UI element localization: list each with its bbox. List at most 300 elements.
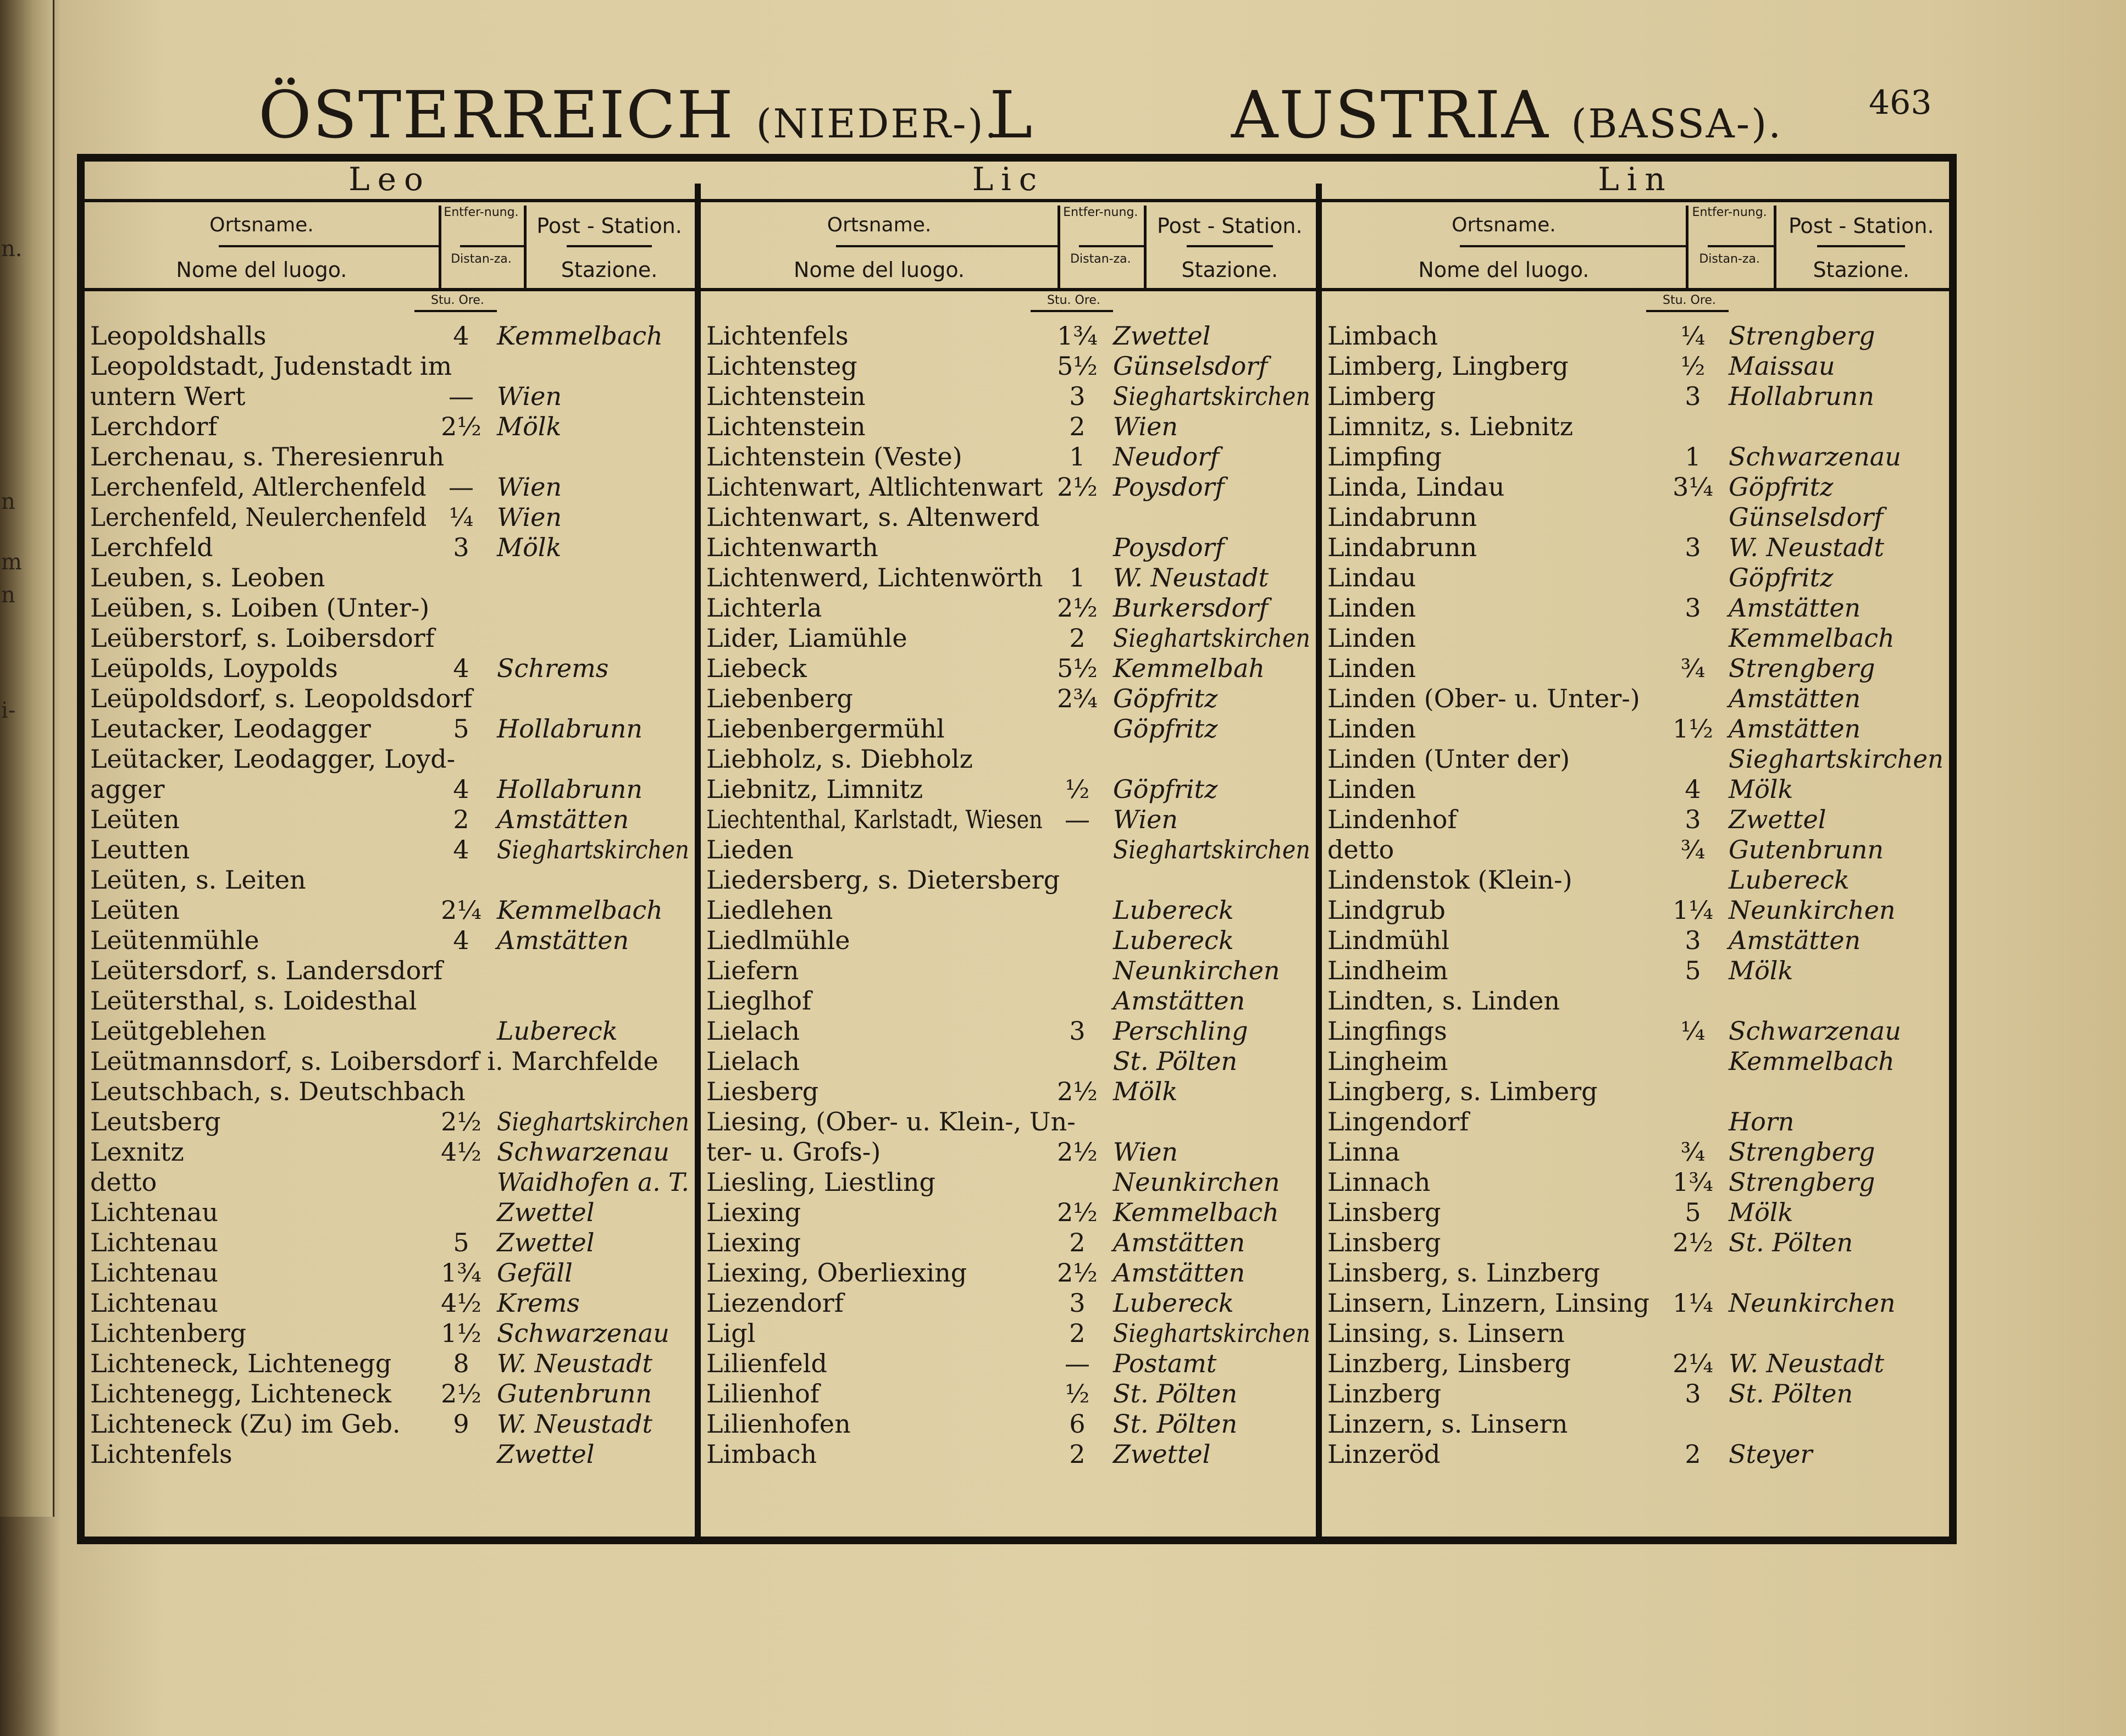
post-station: Schwarzenau [1729,1016,1901,1046]
place-name: Leutten [90,835,190,864]
distance: 3 [1685,533,1701,562]
place-name: Lilienhof [706,1379,820,1408]
place-name: Limpfing [1327,442,1442,472]
distance: 2½ [441,1379,481,1408]
place-name: Leütersdorf, s. Landersdorf [90,956,443,985]
subheader-dash [1079,245,1143,247]
column-lic [701,162,1316,1537]
subheader-rule [1774,206,1776,288]
post-station: Wien [1113,412,1178,441]
place-name: Leüberstorf, s. Loibersdorf [90,623,435,653]
title-left-sub: (NIEDER-). [756,101,999,147]
post-station: Wien [497,502,562,532]
post-station: Hollabrunn [497,774,643,804]
place-name: Leutschbach, s. Deutschbach [90,1077,466,1106]
post-station: W. Neustadt [497,1349,653,1378]
entry-row [706,1107,1310,1137]
column-lin [1322,162,1949,1537]
post-station: Lubereck [1113,925,1234,955]
post-station: W. Neustadt [1729,533,1885,562]
entry-row [90,1379,689,1409]
post-station: Poysdorf [1113,533,1225,562]
entry-row [706,442,1310,472]
entry-row [1327,502,1944,533]
subheader-dash [1460,245,1686,247]
distance: 2½ [1057,1137,1098,1167]
subheader-rule [1058,206,1060,288]
post-station: Kemmelbach [1113,1197,1279,1227]
title-left-main: ÖSTERREICH [258,77,735,153]
entry-row [706,1167,1310,1197]
post-station: Göpfritz [1729,563,1834,592]
post-station: Sieghartskirchen [497,835,689,864]
stazione-label: Stazione. [1181,258,1278,282]
column-divider [695,184,701,1537]
distance: 5½ [1057,653,1098,683]
post-station: Zwettel [497,1228,595,1257]
post-station: Amstätten [1729,714,1861,744]
subheader-rule [439,206,441,288]
place-name: Linzern, s. Linsern [1327,1409,1568,1439]
place-name: Lindau [1327,563,1416,592]
place-name: Liebholz, s. Diebholz [706,744,973,774]
distance: 2½ [1057,472,1098,502]
entry-row [706,925,1310,956]
post-station: Zwettel [1113,1439,1211,1469]
post-station-label: Post - Station. [1788,214,1934,238]
post-station: Schwarzenau [497,1137,669,1167]
entry-row [90,744,689,774]
post-station: Schwarzenau [1729,442,1901,472]
entry-row [1327,412,1944,442]
place-name: Liedlmühle [706,925,850,955]
distance: 3 [1685,593,1701,623]
entry-row [1327,1016,1944,1046]
distance: 1½ [441,1318,481,1348]
entry-row [90,1016,689,1046]
entry-row [90,925,689,956]
entry-row [90,956,689,986]
subheader-dash [1708,245,1774,247]
distance: — [1065,1349,1090,1378]
entry-row [1327,865,1944,895]
post-station: W. Neustadt [497,1409,653,1439]
place-name: Liezendorf [706,1288,844,1318]
place-name: Linna [1327,1137,1400,1167]
post-station-label: Post - Station. [1157,214,1303,238]
post-station: Steyer [1729,1439,1813,1469]
subheader-dash [836,245,1058,247]
place-name: Linden [1327,774,1416,804]
place-name: Liechtenthal, Karlstadt, Wiesen [706,805,1043,834]
place-name: ter- u. Grofs-) [706,1137,881,1167]
post-station: Wien [497,381,562,411]
place-name: Lielach [706,1016,800,1046]
post-station: Neunkirchen [1729,1288,1896,1318]
entry-row [90,865,689,895]
distance: 3 [1685,381,1701,411]
entry-row [706,744,1310,774]
distanza-label: Distan-za. [451,252,512,266]
place-name: Linden (Ober- u. Unter-) [1327,684,1640,713]
entry-row [90,1046,689,1077]
distance: 3 [1685,805,1701,834]
distance: 4½ [441,1288,481,1318]
post-station: Mölk [1729,1197,1793,1227]
entry-row [90,835,689,865]
place-name: Linden [1327,714,1416,744]
distance: ¾ [1680,1137,1706,1167]
entry-row [706,412,1310,442]
distance: 2¾ [1057,684,1098,713]
subheader-dash [1187,245,1273,247]
place-name: Lielach [706,1046,800,1076]
post-station: Krems [497,1288,580,1318]
post-station: Zwettel [1729,805,1826,834]
place-name: Lichtenwart, Altlichtenwart [706,472,1043,502]
entry-row [1327,774,1944,805]
place-name: Lichtenau [90,1288,219,1318]
distance: 5 [453,1228,469,1257]
place-name: Lindgrub [1327,895,1446,925]
entry-row [90,472,689,502]
place-name: Linzberg, Linsberg [1327,1349,1571,1378]
distance: 2 [1685,1439,1701,1469]
stazione-label: Stazione. [561,258,658,282]
distance: 3 [453,533,469,562]
place-name: Lichtenstein [706,381,866,411]
place-name: Linsberg [1327,1228,1441,1257]
place-name: Lichtenau [90,1228,219,1257]
subheader-rule [1144,206,1147,288]
post-station: Kemmelbach [1729,1046,1895,1076]
distance: ¼ [1680,321,1706,351]
distance: 3 [1069,381,1086,411]
post-station: Amstätten [1113,986,1245,1016]
place-name: Linsing, s. Linsern [1327,1318,1565,1348]
place-name: Lilienhofen [706,1409,851,1439]
entry-row [706,1258,1310,1288]
place-name: Lingfings [1327,1016,1447,1046]
place-name: Leutsberg [90,1107,221,1136]
place-name: Lingendorf [1327,1107,1469,1136]
entry-row [1327,1107,1944,1137]
place-name: Leütmannsdorf, s. Loibersdorf i. Marchfelde [90,1046,658,1076]
entry-row [1327,1288,1944,1318]
entry-row [706,563,1310,593]
post-station: Sieghartskirchen [1729,744,1944,774]
post-station: Postamt [1113,1349,1217,1378]
post-station: Hollabrunn [1729,381,1874,411]
place-name: Lichtenfels [706,321,849,351]
distance: 1¾ [1057,321,1098,351]
entry-row [90,442,689,472]
entry-row [90,805,689,835]
distance: 5 [1685,1197,1701,1227]
stazione-label: Stazione. [1813,258,1910,282]
section-letter: L [989,77,1034,153]
distance: 2½ [1673,1228,1713,1257]
entry-row [90,1077,689,1107]
distance: 1¾ [441,1258,481,1288]
nome-label: Nome del luogo. [1418,258,1590,282]
distance: 2 [1069,1439,1086,1469]
distance: 4 [453,321,469,351]
entry-row [1327,381,1944,412]
entry-row [706,1137,1310,1167]
post-station: Strengberg [1729,653,1875,683]
entry-row [706,714,1310,744]
entry-row [1327,714,1944,744]
facing-page-edge [0,0,54,1517]
entry-row [90,412,689,442]
entry-row [1327,1137,1944,1167]
place-name: Lindabrunn [1327,533,1477,562]
entry-row [90,986,689,1016]
entry-row [90,593,689,623]
distance: 2½ [1057,593,1098,623]
entry-row [1327,684,1944,714]
entry-list [90,321,689,1469]
place-name: Liedersberg, s. Dietersberg [706,865,1060,895]
place-name: Lindheim [1327,956,1448,985]
place-name: Leutacker, Leodagger [90,714,371,744]
place-name: Lilienfeld [706,1349,827,1378]
entry-row [706,593,1310,623]
subheader-rule [524,206,527,288]
place-name: Leütacker, Leodagger, Loyd- [90,744,456,774]
place-name: Limnitz, s. Liebnitz [1327,412,1574,441]
place-name: Liexing [706,1228,801,1257]
place-name: Lichtenberg [90,1318,247,1348]
post-station: Sieghartskirchen [1113,381,1310,411]
entry-row [706,956,1310,986]
post-station: Göpfritz [1113,774,1218,804]
entry-row [90,714,689,744]
place-name: Lexnitz [90,1137,184,1167]
distance: 1¼ [1673,895,1713,925]
stunden-ore-label: Stu. Ore. [431,293,484,307]
entry-row [1327,1167,1944,1197]
place-name: Lichtenau [90,1197,219,1227]
post-station: Strengberg [1729,1137,1875,1167]
post-station: Gutenbrunn [1729,835,1884,864]
entry-row [706,1197,1310,1228]
distance: 2½ [1057,1077,1098,1106]
entry-row [706,774,1310,805]
place-name: Liebenbergermühl [706,714,945,744]
place-name: Lieglhof [706,986,811,1016]
distance: 6 [1069,1409,1086,1439]
place-name: Leüten [90,805,180,834]
post-station: Zwettel [497,1439,595,1469]
post-station: Neunkirchen [1729,895,1896,925]
distance: 2½ [441,412,481,441]
entry-row [90,1197,689,1228]
distance: 2 [1069,412,1086,441]
post-station: Amstätten [497,805,629,834]
place-name: Liesling, Liestling [706,1167,935,1197]
entry-row [1327,956,1944,986]
place-name: Lindenhof [1327,805,1457,834]
post-station: Amstätten [1729,684,1861,713]
post-station: Gefäll [497,1258,573,1288]
column-heading: Lic [701,162,1316,202]
entry-row [90,563,689,593]
stunden-ore-label: Stu. Ore. [1047,293,1100,307]
place-name: Leüpolds, Loypolds [90,653,338,683]
entry-row [90,1288,689,1318]
distance: 2½ [1057,1197,1098,1227]
entry-row [706,1288,1310,1318]
post-station: Strengberg [1729,321,1875,351]
distance: 2 [1069,623,1086,653]
place-name: Linden [1327,653,1416,683]
place-name: Liexing, Oberliexing [706,1258,967,1288]
distance: 4½ [441,1137,481,1167]
stunden-ore-rule [1031,310,1113,312]
entry-row [1327,442,1944,472]
post-station: Neudorf [1113,442,1220,472]
distance: 3 [1685,925,1701,955]
distance: 1½ [1673,714,1713,744]
post-station: Waidhofen a. T. [497,1167,689,1197]
entry-row [1327,472,1944,502]
place-name: Liefern [706,956,799,985]
post-station: Poysdorf [1113,472,1225,502]
distance: ¾ [1680,835,1706,864]
entry-row [1327,1318,1944,1349]
margin-fragment: m [1,550,22,575]
place-name: Linden [1327,593,1416,623]
post-station: Zwettel [497,1197,595,1227]
entry-row [706,1016,1310,1046]
place-name: Lingheim [1327,1046,1448,1076]
entry-row [1327,321,1944,351]
distance: ¼ [1680,1016,1706,1046]
distance: 2½ [441,1107,481,1136]
distance: 8 [453,1349,469,1378]
entfernung-label: Entfer-nung. [1692,206,1767,219]
post-station: Sieghartskirchen [1113,623,1310,653]
place-name: Lichtensteg [706,351,857,381]
column-leo [85,162,695,1537]
post-station: W. Neustadt [1113,563,1269,592]
title-right [1231,77,1782,153]
entry-row [1327,1258,1944,1288]
distance: 2¼ [441,895,481,925]
place-name: Leütenmühle [90,925,259,955]
place-name: Lerchenfeld, Altlerchenfeld [90,472,427,502]
place-name: detto [90,1167,157,1197]
post-station: Günselsdorf [1729,502,1884,532]
entry-row [90,1137,689,1167]
place-name: Linsberg [1327,1197,1441,1227]
entry-row [90,1439,689,1469]
entry-row [90,1167,689,1197]
post-station: W. Neustadt [1729,1349,1885,1378]
distance: 9 [453,1409,469,1439]
distance: 4 [453,835,469,864]
place-name: agger [90,774,165,804]
post-station: St. Pölten [1113,1409,1238,1439]
entry-row [1327,653,1944,684]
post-station: Gutenbrunn [497,1379,652,1408]
entfernung-label: Entfer-nung. [1063,206,1138,219]
distance: 2¼ [1673,1349,1713,1378]
margin-fragment: i- [1,698,16,723]
entry-row [90,351,689,381]
entry-row [1327,805,1944,835]
distance: 2 [1069,1318,1086,1348]
entry-row [1327,1349,1944,1379]
place-name: Leopoldshalls [90,321,267,351]
gazetteer-table [77,154,1957,1544]
entry-row [1327,563,1944,593]
entry-row [1327,1197,1944,1228]
distance: 1 [1069,563,1086,592]
post-station: Lubereck [1113,895,1234,925]
place-name: Lerchenau, s. Theresienruh [90,442,445,472]
entry-list [1327,321,1944,1469]
post-station: St. Pölten [1729,1379,1853,1408]
place-name: Lichteneck (Zu) im Geb. [90,1409,401,1439]
distance: 3¼ [1673,472,1713,502]
post-station: Kemmelbach [497,321,663,351]
page-header [0,77,2126,159]
post-station: Strengberg [1729,1167,1875,1197]
post-station: Lubereck [1729,865,1850,895]
place-name: Leüten [90,895,180,925]
nome-label: Nome del luogo. [176,258,347,282]
post-station: Schrems [497,653,609,683]
subheader-dash [567,245,652,247]
distance: — [449,381,474,411]
place-name: Ligl [706,1318,756,1348]
entry-row [706,533,1310,563]
entry-row [1327,986,1944,1016]
distance: 3 [1069,1016,1086,1046]
place-name: Linzberg [1327,1379,1442,1408]
post-station: Sieghartskirchen [497,1107,689,1136]
entry-row [706,502,1310,533]
column-heading: Leo [85,162,695,202]
post-station: Lubereck [497,1016,618,1046]
distance: ¼ [449,502,474,532]
distance: ½ [1065,1379,1090,1408]
page-number: 463 [1869,84,1932,122]
stunden-ore-rule [1646,310,1729,312]
entry-row [90,653,689,684]
place-name: Leütersthal, s. Loidesthal [90,986,417,1016]
post-station-label: Post - Station. [536,214,682,238]
distance: 1¾ [1673,1167,1713,1197]
place-name: Linda, Lindau [1327,472,1505,502]
place-name: Liexing [706,1197,801,1227]
post-station: Mölk [497,533,562,562]
entry-row [706,1439,1310,1469]
entry-row [90,684,689,714]
distance: 3 [1069,1288,1086,1318]
place-name: Lichtenfels [90,1439,232,1469]
entry-row [706,472,1310,502]
post-station: Günselsdorf [1113,351,1268,381]
place-name: Lindenstok (Klein-) [1327,865,1573,895]
margin-fragment: n [1,583,15,608]
post-station: Hollabrunn [497,714,643,744]
place-name: Leuben, s. Leoben [90,563,325,592]
post-station: Burkersdorf [1113,593,1269,623]
